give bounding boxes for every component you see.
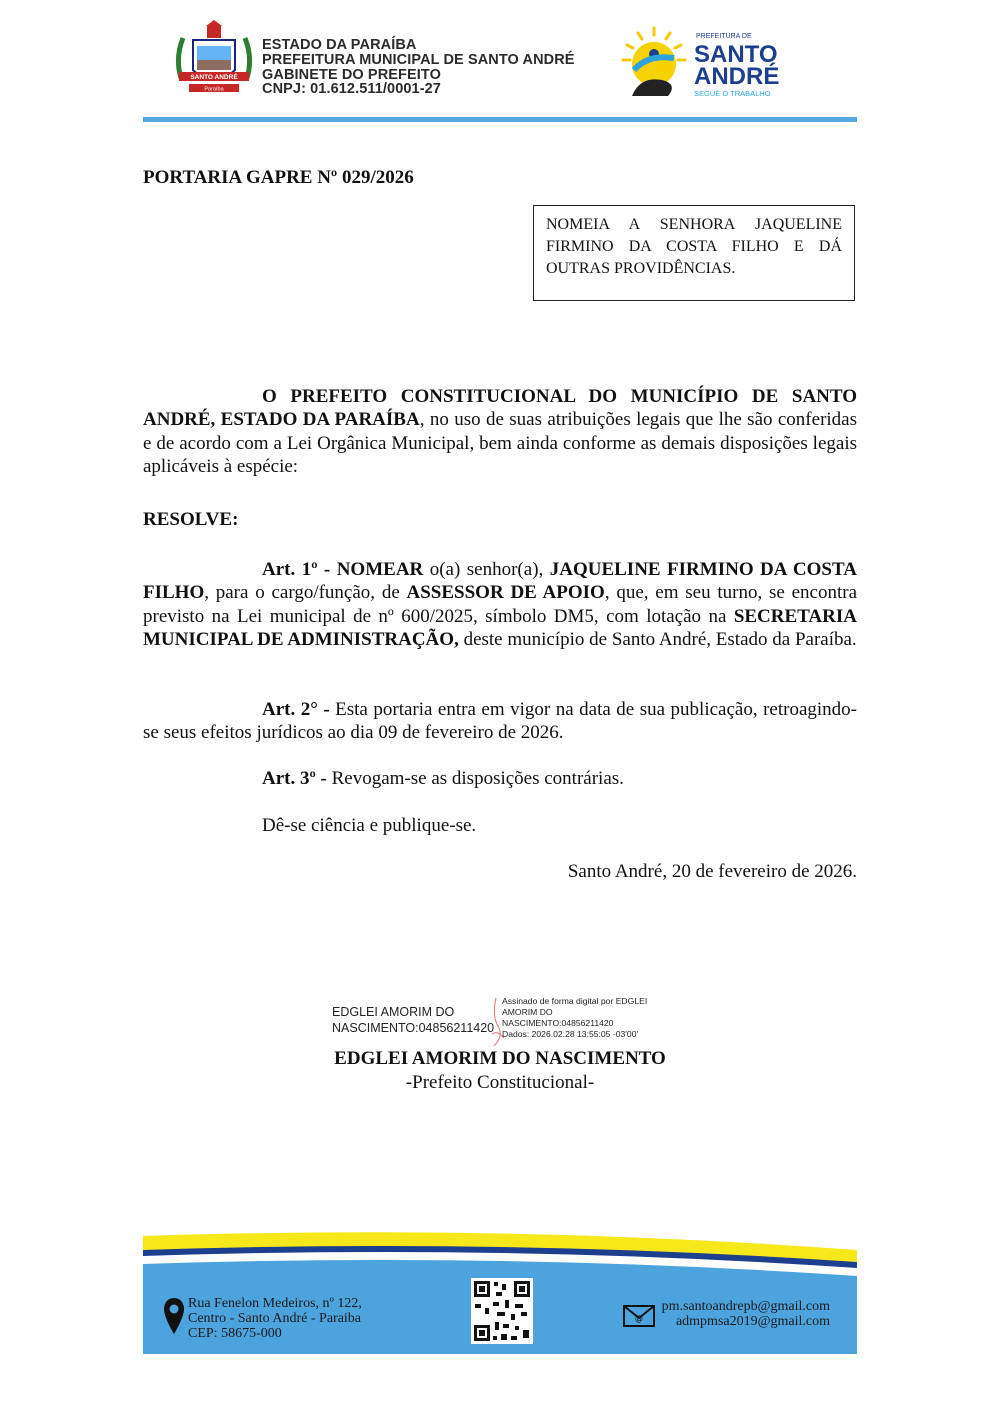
header-divider — [143, 117, 857, 122]
art1-text-3: , que, em seu turno, se encontra previsto na Lei municipal de nº 600/2025, símbolo DM5, com lotação na — [143, 582, 857, 627]
logo-name-2: ANDRÉ — [694, 63, 780, 90]
preamble — [143, 385, 857, 479]
header-line-state: ESTADO DA PARAÍBA — [262, 37, 417, 53]
art1-secretaria: SECRETARIA MUNICIPAL DE ADMINISTRAÇÃO, — [143, 605, 857, 651]
art1-text-2: , para o cargo/função, de — [204, 582, 407, 604]
art2-text: Esta portaria entra em vigor na data de sua publicação, retroagindo-se seus efeitos jurídicos ao dia 09 de fevereiro de 2026. — [143, 699, 857, 744]
coat-of-arms — [173, 18, 255, 102]
digital-info-line-2: AMORIM DO — [502, 1007, 553, 1017]
email-1: pm.santoandrepb@gmail.com — [661, 1299, 830, 1314]
art1-label: Art. 1º - NOMEAR — [262, 559, 424, 580]
header-line-cnpj: CNPJ: 01.612.511/0001-27 — [262, 81, 441, 98]
summary-box — [533, 205, 855, 301]
closing-text: Dê-se ciência e publique-se. — [262, 815, 477, 836]
address-line-3: CEP: 58675-000 — [188, 1326, 282, 1341]
footer-address — [188, 1296, 362, 1341]
signer-role: -Prefeito Constitucional- — [405, 1072, 595, 1093]
document-title: PORTARIA GAPRE Nº 029/2026 — [143, 167, 414, 188]
header-line-prefeitura: PREFEITURA MUNICIPAL DE SANTO ANDRÉ — [262, 51, 575, 68]
logo-name-1: SANTO — [694, 41, 778, 68]
preamble-rest: , no uso de suas atribuições legais que lhe são conferidas e de acordo com a Lei Orgânica Municipal, bem ainda conforme as demais disposições legais aplicáveis à espécie: — [143, 409, 858, 478]
article-3 — [143, 767, 857, 790]
closing-line — [143, 814, 857, 837]
logo-small: PREFEITURA DE — [696, 33, 752, 40]
art1-text-4: deste município de Santo André, Estado da Paraíba. — [458, 629, 857, 651]
qr-code — [471, 1278, 533, 1344]
article-1 — [143, 558, 857, 652]
location-pin-icon — [162, 1296, 186, 1336]
logo-slogan: SEGUE O TRABALHO — [694, 89, 771, 98]
art1-cargo: ASSESSOR DE APOIO — [406, 582, 605, 604]
signer-name: EDGLEI AMORIM DO NASCIMENTO — [334, 1048, 666, 1069]
resolve-heading — [143, 508, 857, 531]
preamble-bold: O PREFEITO CONSTITUCIONAL DO MUNICÍPIO DE SANTO ANDRÉ, ESTADO DA PARAÍBA — [143, 386, 857, 431]
email-2: admpmsa2019@gmail.com — [675, 1314, 830, 1329]
art1-name: JAQUELINE FIRMINO DA COSTA FILHO — [143, 559, 857, 604]
art3-label: Art. 3º - — [262, 768, 327, 789]
digital-info-line-4: Dados: 2026.02.28 13:55:05 -03'00' — [502, 1029, 639, 1039]
santo-andre-logo — [618, 24, 798, 104]
digital-name-line-2: NASCIMENTO:04856211420 — [332, 1021, 495, 1035]
footer-emails — [650, 1299, 830, 1329]
svg-text:@: @ — [635, 1314, 643, 1323]
digital-signature-info — [502, 996, 647, 1040]
address-line-2: Centro - Santo André - Paraiba — [188, 1311, 362, 1326]
crest-banner-bottom: Paraíba — [204, 86, 224, 93]
digital-name-line-1: EDGLEI AMORIM DO — [332, 1005, 455, 1019]
resolve-label: RESOLVE: — [143, 509, 239, 530]
crest-banner-top: SANTO ANDRÉ — [190, 74, 238, 81]
art2-label: Art. 2° - — [262, 699, 330, 720]
date-text: Santo André, 20 de fevereiro de 2026. — [567, 861, 857, 882]
article-2 — [143, 698, 857, 745]
address-line-1: Rua Fenelon Medeiros, nº 122, — [188, 1296, 362, 1311]
art3-text: Revogam-se as disposições contrárias. — [326, 768, 624, 789]
date-line — [143, 860, 857, 883]
digital-info-line-3: NASCIMENTO:04856211420 — [502, 1018, 614, 1028]
art1-text-1: o(a) senhor(a), — [423, 559, 550, 580]
summary-text: NOMEIA A SENHORA JAQUELINE FIRMINO DA COSTA FILHO E DÁ OUTRAS PROVIDÊNCIAS. — [546, 216, 842, 277]
header-line-gabinete: GABINETE DO PREFEITO — [262, 66, 441, 83]
header-institution — [262, 38, 575, 97]
digital-signature-name — [332, 1004, 494, 1036]
digital-info-line-1: Assinado de forma digital por EDGLEI — [502, 996, 648, 1006]
